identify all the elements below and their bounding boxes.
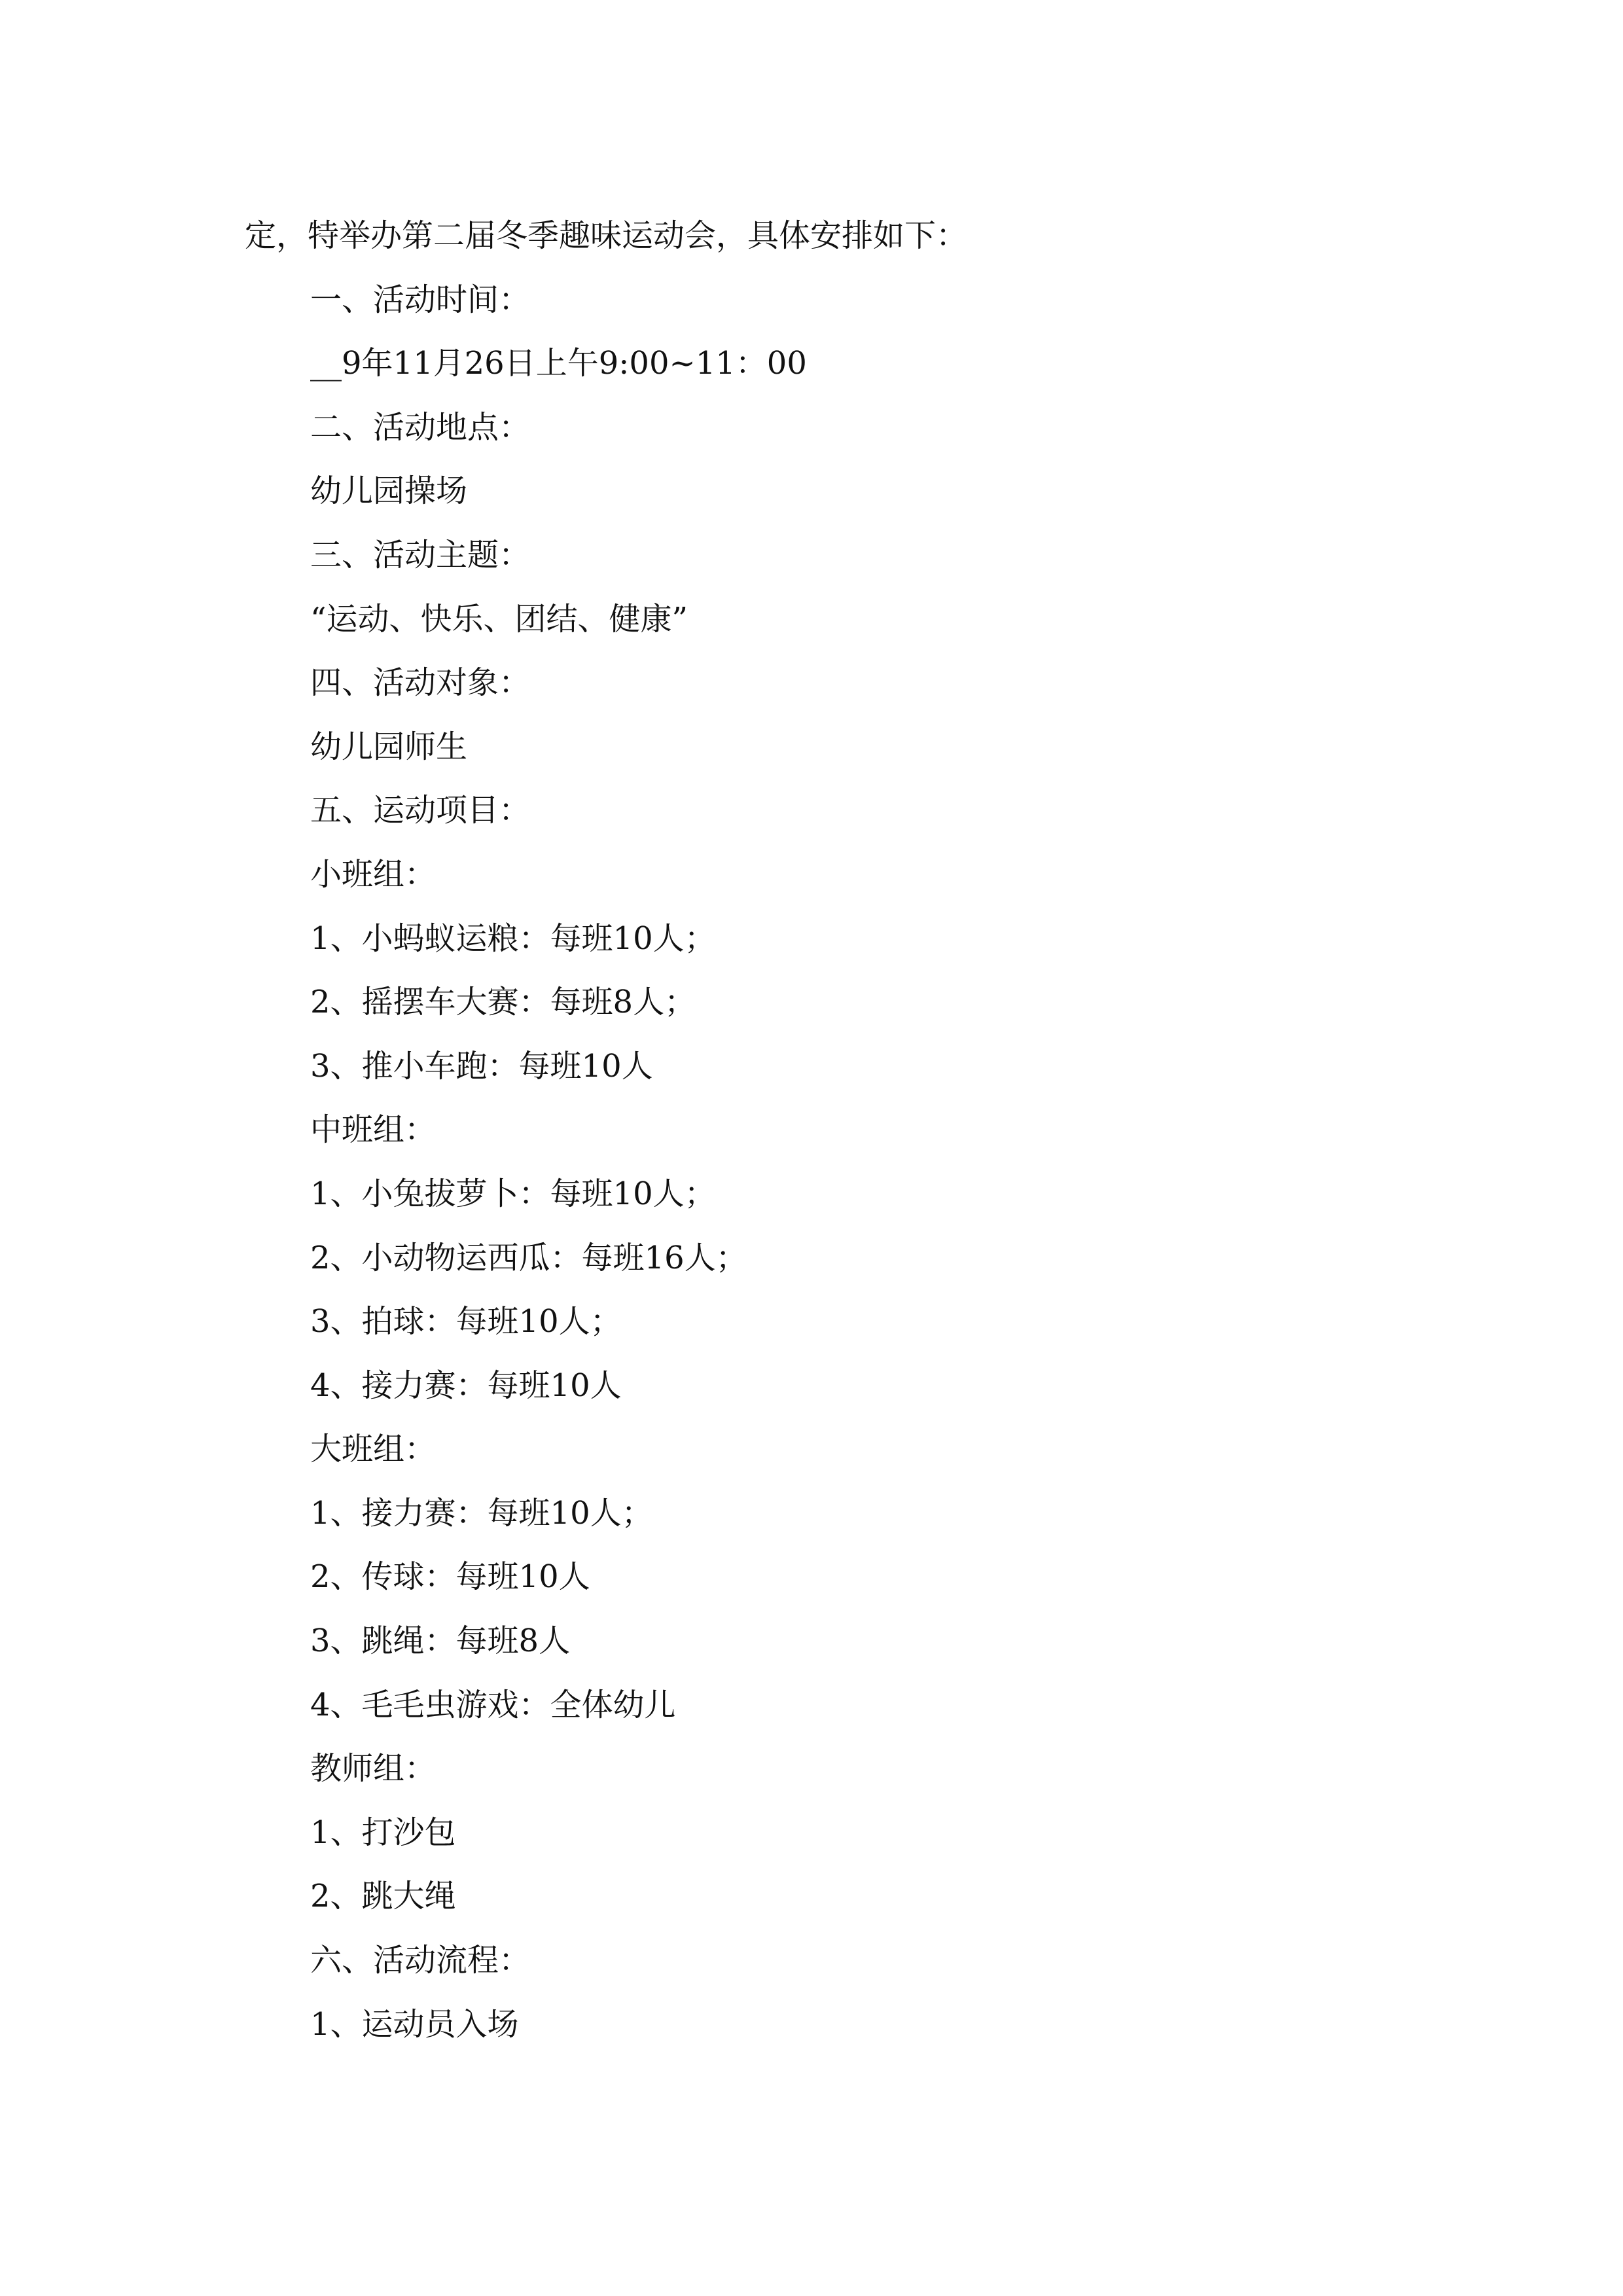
section-heading-process: 六、活动流程：	[310, 1942, 531, 1979]
list-item: 1、运动员入场	[310, 2005, 519, 2043]
list-item: 1、打沙包	[310, 1814, 456, 1851]
list-item: 4、接力赛：每班10人	[310, 1367, 622, 1404]
group-heading-small-class: 小班组：	[310, 855, 437, 893]
intro-sentence: 定，特举办第二届冬季趣味运动会，具体安排如下：	[245, 217, 968, 254]
activity-location-text: 幼儿园操场	[310, 473, 468, 510]
activity-time-text: __9年11月26日上午9:00~11：00	[310, 345, 807, 382]
section-heading-theme: 三、活动主题：	[310, 536, 531, 573]
section-heading-participants: 四、活动对象：	[310, 664, 531, 702]
list-item: 2、跳大绳	[310, 1878, 456, 1915]
list-item: 4、毛毛虫游戏：全体幼儿	[310, 1686, 676, 1723]
list-item: 2、摇摆车大赛：每班8人；	[310, 984, 696, 1021]
group-heading-teachers: 教师组：	[310, 1750, 437, 1787]
activity-participants-text: 幼儿园师生	[310, 728, 468, 765]
list-item: 2、小动物运西瓜：每班16人；	[310, 1239, 747, 1276]
document-body	[245, 204, 1423, 2056]
group-heading-middle-class: 中班组：	[310, 1111, 437, 1149]
activity-theme-text: “运动、快乐、团结、健康”	[310, 600, 688, 637]
section-heading-location: 二、活动地点：	[310, 408, 531, 446]
list-item: 1、小兔拔萝卜：每班10人；	[310, 1175, 716, 1212]
list-item: 3、拍球：每班10人；	[310, 1303, 622, 1340]
list-item: 1、小蚂蚁运粮：每班10人；	[310, 920, 716, 957]
section-heading-events: 五、运动项目：	[310, 792, 531, 829]
section-heading-time: 一、活动时间：	[310, 281, 531, 318]
list-item: 3、推小车跑：每班10人	[310, 1047, 653, 1085]
list-item: 3、跳绳：每班8人	[310, 1623, 571, 1660]
list-item: 2、传球：每班10人	[310, 1558, 590, 1596]
group-heading-large-class: 大班组：	[310, 1431, 437, 1468]
list-item: 1、接力赛：每班10人；	[310, 1494, 653, 1532]
